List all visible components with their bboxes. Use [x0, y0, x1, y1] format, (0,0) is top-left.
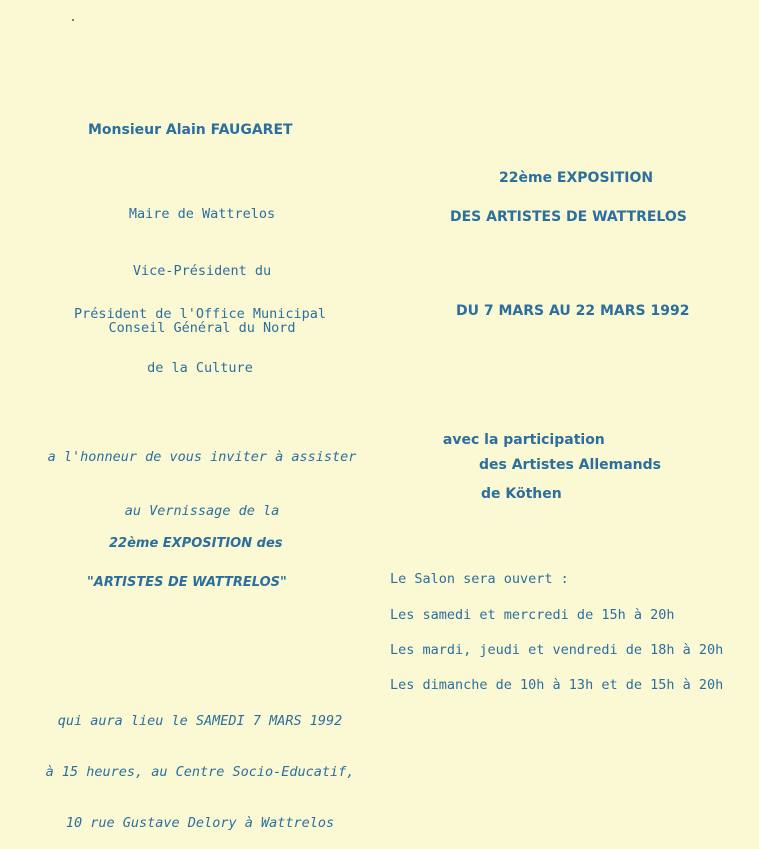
- hours-line-3: Les dimanche de 10h à 13h et de 15h à 20h: [390, 677, 724, 693]
- location-line-2: à 15 heures, au Centre Socio-Educatif,: [45, 764, 355, 780]
- participation-text: [434, 415, 605, 449]
- expo-number-right: 22ème EXPOSITION: [499, 170, 654, 186]
- invitation-line-1: a l'honneur de vous inviter à assister: [47, 449, 357, 465]
- expo-title-left: 22ème EXPOSITION des: [109, 536, 283, 551]
- expo-artists-right: DES ARTISTES DE WATTRELOS: [450, 209, 687, 225]
- president-line-2: de la Culture: [147, 360, 253, 376]
- president-line-1: Président de l'Office Municipal: [74, 306, 326, 322]
- location-text: [26, 679, 374, 849]
- hours-line-1: Les samedi et mercredi de 15h à 20h: [390, 607, 675, 623]
- guest-city: de Köthen: [481, 486, 562, 502]
- president-title: [60, 269, 340, 395]
- location-line-3: 10 rue Gustave Delory à Wattrelos: [65, 815, 335, 831]
- speck-mark: [72, 19, 74, 21]
- expo-name-left: "ARTISTES DE WATTRELOS": [87, 575, 287, 590]
- expo-dates: DU 7 MARS AU 22 MARS 1992: [456, 303, 690, 319]
- guest-artists: des Artistes Allemands: [479, 457, 661, 473]
- title-line-1: Maire de Wattrelos: [128, 206, 276, 222]
- title-line-3: Conseil Général du Nord: [108, 320, 296, 336]
- invitation-line-2: au Vernissage de la: [124, 503, 280, 519]
- host-name: Monsieur Alain FAUGARET: [88, 122, 293, 138]
- title-line-2: Vice-Président du: [132, 263, 272, 279]
- invitation-text: [30, 412, 374, 538]
- hours-line-2: Les mardi, jeudi et vendredi de 18h à 20h: [390, 642, 724, 658]
- participation-label: avec la participation: [442, 431, 605, 448]
- location-line-1: qui aura lieu le SAMEDI 7 MARS 1992: [57, 713, 343, 729]
- salon-intro: Le Salon sera ouvert :: [390, 571, 569, 587]
